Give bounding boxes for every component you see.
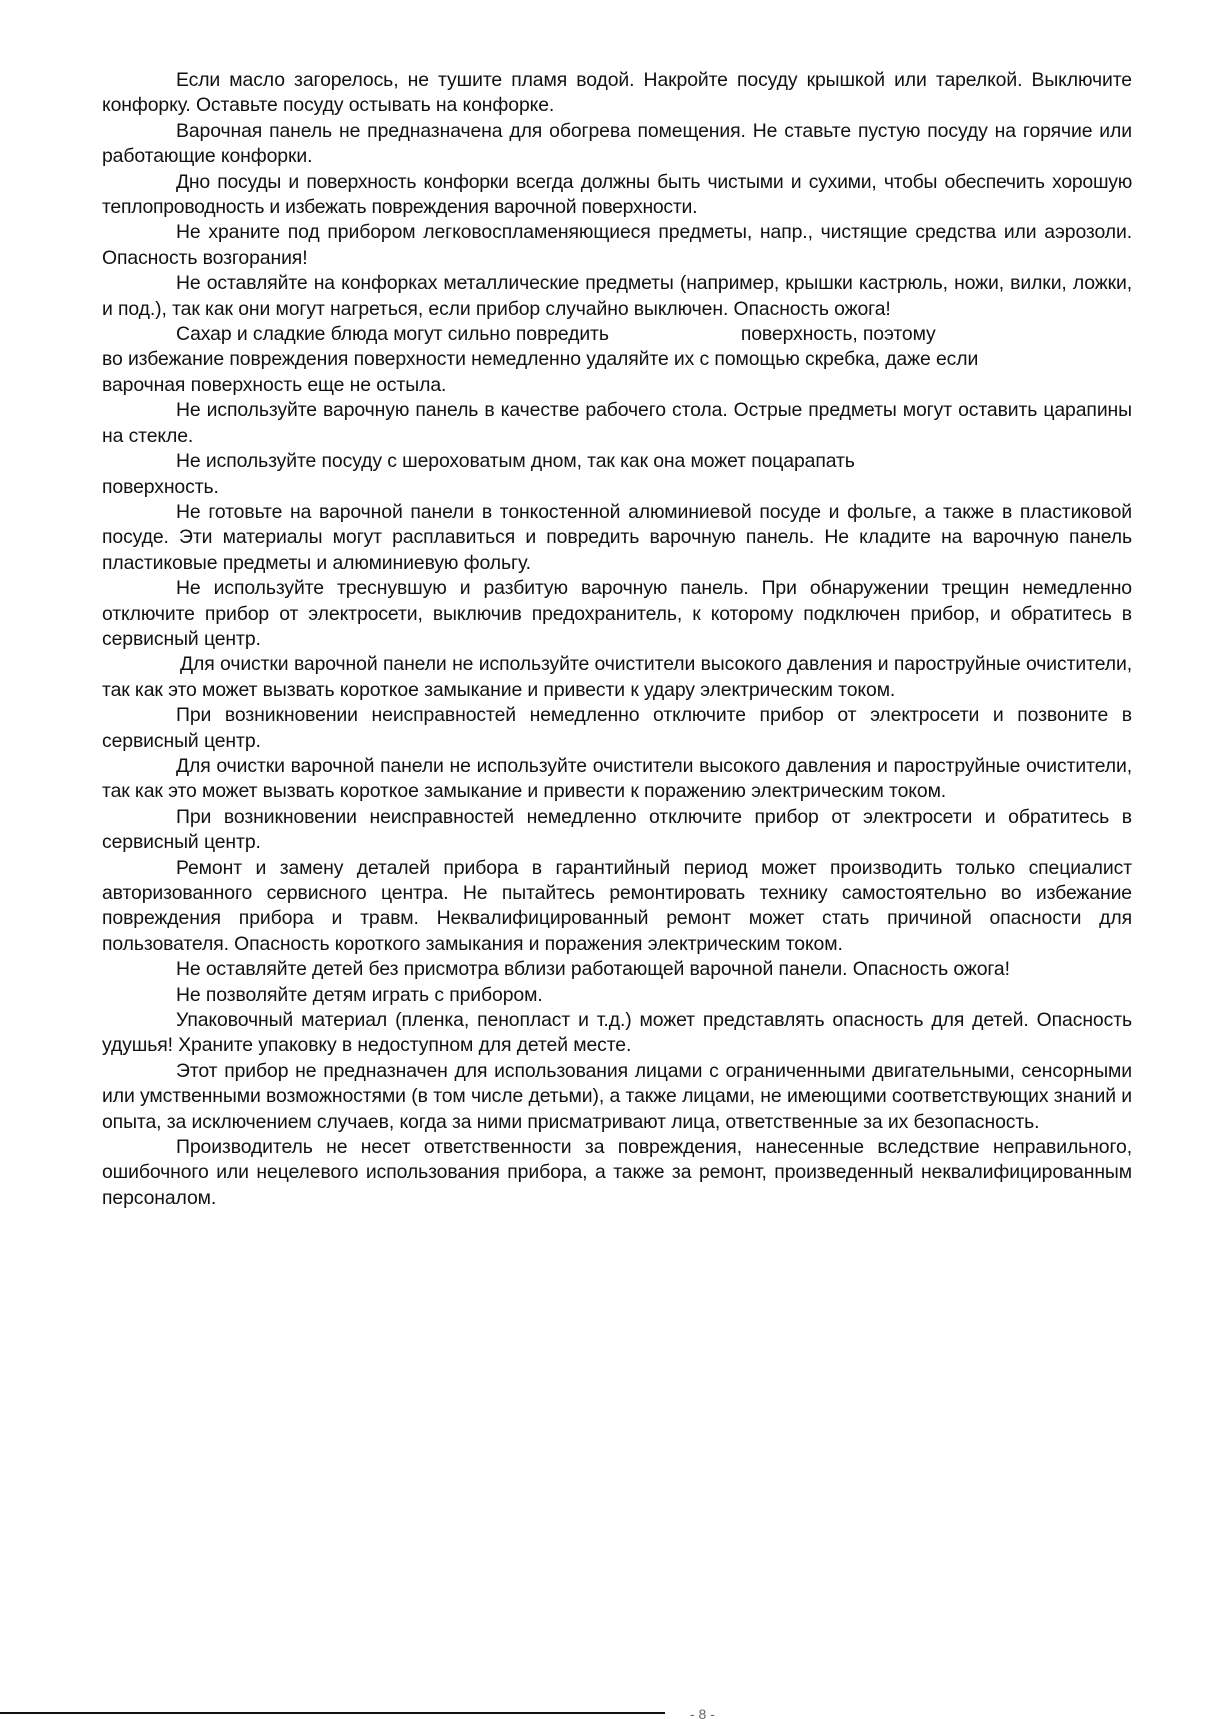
paragraph-children-supervision: Не оставляйте детей без присмотра вблизи работающей варочной панели. Опасность ожога! bbox=[176, 958, 1010, 981]
paragraph-steam-cleaners-1: Для очистки варочной панели не используйте очистители высокого давления и пароструйные очистители, так как это может вызвать короткое замыкание и привести к удару электрическим током. bbox=[102, 653, 1132, 701]
paragraph-rough-cookware-line-1: Не используйте посуду с шероховатым дном, так как она может поцарапать bbox=[176, 450, 855, 473]
paragraph-flammable-items: Не храните под прибором легковоспламеняющиеся предметы, напр., чистящие средства или аэрозоли. Опасность возгорания! bbox=[102, 221, 1132, 269]
page-number: - 8 - bbox=[690, 1707, 715, 1719]
paragraph-steam-cleaners-2: Для очистки варочной панели не используйте очистители высокого давления и пароструйные очистители, так как это может вызвать короткое замыкание и привести к поражению электрическим током. bbox=[102, 754, 1132, 803]
paragraph-sugar bbox=[102, 322, 1132, 398]
paragraph-sugar-line-3: варочная поверхность еще не остыла. bbox=[102, 373, 447, 396]
paragraph-limited-abilities: Этот прибор не предназначен для использования лицами с ограниченными двигательными, сенсорными или умственными возможностями (в том числе детьми), а также лицами, не имеющими соответствующих знаний и опыта, за исключением случаев, когда за ними присматривают лица, ответственные за их безопасность. bbox=[102, 1059, 1132, 1133]
paragraph-oil-fire: Если масло загорелось, не тушите пламя водой. Накройте посуду крышкой или тарелкой. Выключите конфорку. Оставьте посуду остывать на конфорке. bbox=[102, 69, 1132, 117]
paragraph-malfunction-2: При возникновении неисправностей немедленно отключите прибор от электросети и обратитесь в сервисный центр. bbox=[102, 805, 1132, 854]
paragraph-clean-cookware: Дно посуды и поверхность конфорки всегда должны быть чистыми и сухими, чтобы обеспечить хорошую теплопроводность и избежать повреждения варочной поверхности. bbox=[102, 170, 1132, 219]
paragraph-children-play: Не позволяйте детям играть с прибором. bbox=[176, 983, 543, 1006]
paragraph-malfunction-1: При возникновении неисправностей немедленно отключите прибор от электросети и позвоните в сервисный центр. bbox=[102, 704, 1132, 752]
paragraph-sugar-text-a: Сахар и сладкие блюда могут сильно повредить bbox=[176, 323, 609, 346]
paragraph-cracked-panel: Не используйте треснувшую и разбитую варочную панель. При обнаружении трещин немедленно отключите прибор от электросети, выключив предохранитель, к которому подключен прибор, и обратитесь в сервисный центр. bbox=[102, 577, 1132, 650]
paragraph-sugar-line-2: во избежание повреждения поверхности немедленно удаляйте их с помощью скребка, даже если bbox=[102, 348, 979, 371]
paragraph-rough-cookware-line-2: поверхность. bbox=[102, 475, 219, 498]
paragraph-sugar-text-b: поверхность, поэтому bbox=[740, 323, 936, 346]
footer-rule bbox=[0, 1712, 665, 1714]
paragraph-sugar-line-1 bbox=[102, 322, 1132, 347]
paragraph-packaging: Упаковочный материал (пленка, пенопласт и т.д.) может представлять опасность для детей. Опасность удушья! Храните упаковку в недоступном для детей месте. bbox=[102, 1009, 1132, 1057]
paragraph-metal-objects: Не оставляйте на конфорках металлические предметы (например, крышки кастрюль, ножи, вилки, ложки, и под.), так как они могут нагреться, если прибор случайно выключен. Опасность ожога! bbox=[102, 272, 1132, 320]
paragraph-rough-cookware bbox=[102, 449, 1132, 500]
paragraph-aluminium-plastic: Не готовьте на варочной панели в тонкостенной алюминиевой посуде и фольге, а также в пластиковой посуде. Эти материалы могут расплавиться и повредить варочную панель. Не кладите на варочную панель пластиковые предметы и алюминиевую фольгу. bbox=[102, 500, 1132, 574]
document-body bbox=[102, 68, 1132, 1211]
paragraph-liability: Производитель не несет ответственности за повреждения, нанесенные вследствие неправильного, ошибочного или нецелевого использования прибора, а также за ремонт, произведенный неквалифицированным персоналом. bbox=[102, 1136, 1132, 1209]
paragraph-not-for-heating: Варочная панель не предназначена для обогрева помещения. Не ставьте пустую посуду на горячие или работающие конфорки. bbox=[102, 119, 1132, 168]
paragraph-repair: Ремонт и замену деталей прибора в гарантийный период может производить только специалист авторизованного сервисного центра. Не пытайтесь ремонтировать технику самостоятельно во избежание повреждения прибора и травм. Неквалифицированный ремонт может стать причиной опасности для пользователя. Опасность короткого замыкания и поражения электрическим током. bbox=[102, 856, 1132, 955]
paragraph-not-work-surface: Не используйте варочную панель в качестве рабочего стола. Острые предметы могут оставить царапины на стекле. bbox=[102, 399, 1132, 447]
